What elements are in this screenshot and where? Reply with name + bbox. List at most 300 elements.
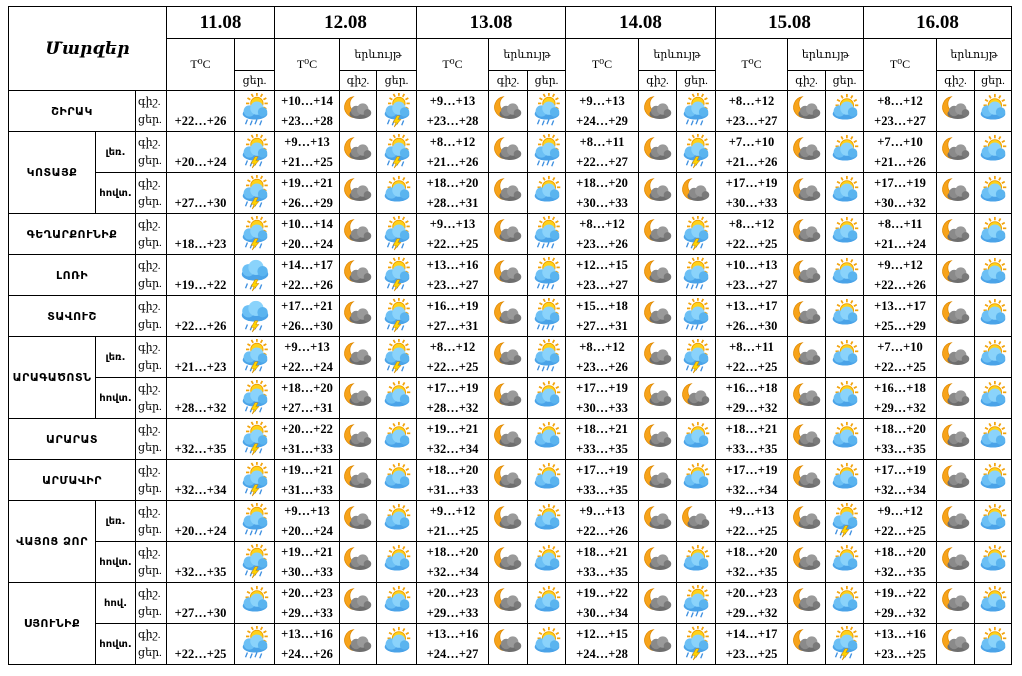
moon-cloud-icon (938, 462, 974, 498)
night-temperature: +17…+19 (426, 381, 479, 395)
night-temperature: +8…+11 (877, 217, 923, 231)
night-temperature: +8…+12 (429, 135, 476, 149)
day-temperature: +26…+29 (281, 196, 333, 210)
moon-cloud-icon (640, 585, 676, 621)
moon-cloud-icon (678, 503, 714, 539)
day-temperature: +23…+27 (576, 278, 628, 292)
night-temperature: +19…+21 (426, 422, 479, 436)
night-temperature: +9…+13 (284, 340, 330, 354)
sun-cloud-rain-lightning-icon (237, 339, 273, 375)
day-temperature: +22…+25 (874, 524, 926, 538)
sun-cloud-icon (827, 421, 863, 457)
night-label: գիշ. (138, 383, 161, 395)
night-temperature: +17…+19 (725, 176, 778, 190)
sun-cloud-rain-lightning-icon (379, 339, 415, 375)
region-name: ՎԱՅՈՑ ՁՈՐ (9, 501, 96, 583)
night-temperature: +17…+19 (576, 463, 628, 477)
moon-cloud-icon (938, 339, 974, 375)
night-temperature: +18…+21 (576, 545, 628, 559)
table-row (9, 173, 1012, 214)
region-name: ԱՐՄԱՎԻՐ (9, 460, 136, 501)
day-temperature: +21…+25 (281, 155, 333, 169)
temp-header: T⁰C (167, 39, 235, 91)
date-header: 11.08 (167, 7, 275, 39)
moon-cloud-icon (640, 175, 676, 211)
sun-cloud-rain-icon (529, 298, 565, 334)
night-label: գիշ. (138, 219, 161, 231)
cloud-rain-lightning-icon (237, 257, 273, 293)
day-label: ցեր. (138, 401, 162, 413)
day-temperature: +33…+35 (576, 483, 628, 497)
moon-cloud-icon (340, 544, 376, 580)
moon-cloud-icon (640, 503, 676, 539)
moon-cloud-icon (789, 585, 825, 621)
night-temperature: +19…+22 (874, 586, 926, 600)
forecast-table (8, 6, 1012, 665)
day-temperature: +30…+32 (874, 196, 926, 210)
table-row (9, 296, 1012, 337)
sun-cloud-rain-lightning-icon (827, 626, 863, 662)
sun-cloud-icon (529, 626, 565, 662)
sun-cloud-icon (379, 626, 415, 662)
table-row (9, 91, 1012, 132)
moon-cloud-icon (789, 134, 825, 170)
night-temperature: +9…+12 (877, 258, 923, 272)
night-temperature: +7…+10 (877, 340, 923, 354)
night-label: գիշ. (138, 547, 161, 559)
day-label: ցեր. (138, 647, 162, 659)
moon-cloud-icon (938, 585, 974, 621)
sun-cloud-rain-lightning-icon (237, 216, 273, 252)
moon-cloud-icon (789, 462, 825, 498)
sun-cloud-icon (827, 339, 863, 375)
region-name: ԼՈՌԻ (9, 255, 136, 296)
phenomenon-header: երևույթ (937, 39, 1012, 71)
sun-cloud-rain-lightning-icon (379, 93, 415, 129)
moon-cloud-icon (789, 175, 825, 211)
day-temperature: +22…+26 (281, 278, 333, 292)
moon-cloud-icon (340, 134, 376, 170)
night-label: գիշ. (138, 301, 161, 313)
night-temperature: +9…+13 (579, 504, 625, 518)
sun-cloud-rain-icon (529, 257, 565, 293)
moon-cloud-icon (640, 380, 676, 416)
sun-cloud-rain-lightning-icon (237, 421, 273, 457)
moon-cloud-icon (490, 298, 526, 334)
night-temperature: +18…+20 (426, 176, 479, 190)
moon-cloud-icon (340, 585, 376, 621)
night-temperature: +16…+18 (725, 381, 778, 395)
subregion-label: հովտ. (96, 378, 136, 419)
day-temperature: +22…+25 (426, 237, 479, 251)
day-temperature: +32…+35 (167, 542, 235, 583)
day-temperature: +33…+35 (576, 565, 628, 579)
night-label: գիշ. (138, 178, 161, 190)
night-temperature: +18…+20 (426, 545, 479, 559)
subregion-label: հովտ. (96, 173, 136, 214)
day-temperature: +23…+25 (725, 647, 778, 661)
day-temperature: +21…+26 (725, 155, 778, 169)
day-temperature: +31…+33 (281, 442, 333, 456)
day-temperature: +29…+32 (874, 401, 926, 415)
moon-cloud-icon (340, 339, 376, 375)
sun-cloud-icon (379, 380, 415, 416)
sun-cloud-icon (827, 380, 863, 416)
sun-cloud-icon (379, 421, 415, 457)
moon-cloud-icon (340, 626, 376, 662)
moon-cloud-icon (938, 626, 974, 662)
sun-cloud-icon (379, 544, 415, 580)
day-temperature: +22…+26 (874, 278, 926, 292)
day-temperature: +22…+27 (576, 155, 628, 169)
sun-cloud-icon (975, 339, 1011, 375)
sun-cloud-icon (975, 462, 1011, 498)
day-temperature: +30…+33 (576, 196, 628, 210)
night-label: գիշ. (138, 629, 161, 641)
sun-cloud-rain-lightning-icon (237, 134, 273, 170)
sun-cloud-icon (827, 216, 863, 252)
night-temperature: +14…+17 (725, 627, 778, 641)
sun-cloud-icon (678, 544, 714, 580)
day-temperature: +23…+25 (874, 647, 926, 661)
sun-cloud-icon (975, 626, 1011, 662)
night-header: գիշ. (639, 71, 677, 91)
moon-cloud-icon (640, 462, 676, 498)
sun-cloud-rain-lightning-icon (678, 216, 714, 252)
moon-cloud-icon (938, 134, 974, 170)
region-name: ՇԻՐԱԿ (9, 91, 136, 132)
table-row (9, 624, 1012, 665)
day-temperature: +22…+26 (576, 524, 628, 538)
subregion-label: հովտ. (96, 542, 136, 583)
moon-cloud-icon (678, 380, 714, 416)
moon-cloud-icon (340, 421, 376, 457)
day-label: ցեր. (138, 524, 162, 536)
date-header: 12.08 (275, 7, 417, 39)
region-name: ԱՐԱԳԱԾՈՏՆ (9, 337, 96, 419)
sun-cloud-icon (827, 462, 863, 498)
day-label: ցեր. (138, 565, 162, 577)
sun-cloud-icon (975, 134, 1011, 170)
sun-cloud-icon (975, 380, 1011, 416)
date-header: 15.08 (716, 7, 864, 39)
sun-cloud-icon (379, 175, 415, 211)
night-temperature: +16…+18 (874, 381, 926, 395)
day-temperature: +23…+27 (725, 114, 778, 128)
day-label: ցեր. (138, 237, 162, 249)
sun-cloud-rain-lightning-icon (237, 175, 273, 211)
sun-cloud-icon (379, 503, 415, 539)
moon-cloud-icon (340, 462, 376, 498)
night-temperature: +20…+23 (426, 586, 479, 600)
sun-cloud-icon (529, 462, 565, 498)
table-row (9, 501, 1012, 542)
moon-cloud-icon (340, 93, 376, 129)
night-temperature: +8…+12 (579, 217, 625, 231)
sun-cloud-rain-icon (529, 216, 565, 252)
day-temperature: +22…+25 (725, 524, 778, 538)
moon-cloud-icon (340, 257, 376, 293)
day-label: ցեր. (138, 483, 162, 495)
sun-cloud-icon (975, 503, 1011, 539)
night-temperature: +17…+19 (874, 176, 926, 190)
sun-cloud-icon (529, 380, 565, 416)
day-temperature: +26…+30 (281, 319, 333, 333)
night-label: գիշ. (138, 588, 161, 600)
day-temperature: +33…+35 (874, 442, 926, 456)
day-temperature: +24…+27 (426, 647, 479, 661)
sun-cloud-rain-icon (678, 585, 714, 621)
moon-cloud-icon (340, 380, 376, 416)
sun-cloud-rain-lightning-icon (237, 380, 273, 416)
day-header: ցեր. (235, 71, 275, 91)
subregion-label: լեռ. (96, 132, 136, 173)
day-temperature: +28…+32 (167, 378, 235, 419)
subregion-label: լեռ. (96, 337, 136, 378)
moon-cloud-icon (490, 339, 526, 375)
moon-cloud-icon (640, 298, 676, 334)
night-temperature: +18…+20 (281, 381, 333, 395)
moon-cloud-icon (640, 421, 676, 457)
moon-cloud-icon (789, 544, 825, 580)
night-temperature: +14…+17 (281, 258, 333, 272)
day-temperature: +24…+26 (281, 647, 333, 661)
day-label: ցեր. (138, 155, 162, 167)
moon-cloud-icon (640, 544, 676, 580)
sun-cloud-rain-lightning-icon (379, 257, 415, 293)
night-temperature: +9…+13 (429, 94, 476, 108)
moon-cloud-icon (490, 462, 526, 498)
sun-cloud-icon (975, 544, 1011, 580)
day-temperature: +22…+25 (874, 360, 926, 374)
day-label: ցեր. (138, 606, 162, 618)
region-name: ԱՐԱՐԱՏ (9, 419, 136, 460)
day-temperature: +27…+31 (426, 319, 479, 333)
night-temperature: +8…+12 (728, 94, 775, 108)
phenomenon-header: երևույթ (788, 39, 864, 71)
night-temperature: +9…+12 (877, 504, 923, 518)
day-header: ցեր. (528, 71, 566, 91)
sun-cloud-rain-lightning-icon (827, 503, 863, 539)
day-temperature: +22…+26 (167, 91, 235, 132)
moon-cloud-icon (789, 626, 825, 662)
day-temperature: +30…+34 (576, 606, 628, 620)
day-temperature: +23…+28 (281, 114, 333, 128)
night-temperature: +9…+13 (284, 504, 330, 518)
night-temperature: +9…+13 (429, 217, 476, 231)
sun-cloud-icon (379, 462, 415, 498)
day-temperature: +21…+26 (426, 155, 479, 169)
moon-cloud-icon (640, 134, 676, 170)
day-temperature: +29…+32 (874, 606, 926, 620)
sun-cloud-icon (529, 421, 565, 457)
night-header: գիշ. (937, 71, 975, 91)
moon-cloud-icon (490, 216, 526, 252)
night-temperature: +8…+12 (579, 340, 625, 354)
night-temperature: +18…+20 (725, 545, 778, 559)
moon-cloud-icon (490, 503, 526, 539)
sun-cloud-icon (827, 93, 863, 129)
sun-cloud-rain-icon (237, 93, 273, 129)
day-temperature: +21…+26 (874, 155, 926, 169)
night-temperature: +20…+23 (725, 586, 778, 600)
moon-cloud-icon (789, 339, 825, 375)
night-label: գիշ. (138, 424, 161, 436)
sun-cloud-icon (529, 175, 565, 211)
sun-cloud-rain-lightning-icon (678, 339, 714, 375)
night-temperature: +9…+13 (728, 504, 775, 518)
moon-cloud-icon (938, 257, 974, 293)
day-temperature: +23…+28 (426, 114, 479, 128)
day-temperature: +29…+32 (725, 606, 778, 620)
region-name: ԳԵՂԱՐՔՈՒՆԻՔ (9, 214, 136, 255)
sun-cloud-icon (827, 134, 863, 170)
table-row (9, 337, 1012, 378)
night-temperature: +13…+17 (725, 299, 778, 313)
night-temperature: +16…+19 (426, 299, 479, 313)
day-temperature: +32…+34 (426, 565, 479, 579)
day-temperature: +27…+30 (167, 583, 235, 624)
day-temperature: +21…+25 (426, 524, 479, 538)
night-temperature: +18…+20 (576, 176, 628, 190)
moon-cloud-icon (340, 298, 376, 334)
moon-cloud-icon (789, 216, 825, 252)
sun-cloud-icon (678, 462, 714, 498)
sun-cloud-icon (827, 544, 863, 580)
night-header: գիշ. (489, 71, 528, 91)
sun-cloud-icon (975, 421, 1011, 457)
day-label: ցեր. (138, 114, 162, 126)
table-row (9, 132, 1012, 173)
night-temperature: +17…+21 (281, 299, 333, 313)
table-row (9, 542, 1012, 583)
subregion-label: հով. (96, 583, 136, 624)
night-temperature: +18…+20 (874, 545, 926, 559)
moon-cloud-icon (789, 93, 825, 129)
moon-cloud-icon (490, 544, 526, 580)
night-label: գիշ. (138, 260, 161, 272)
moon-cloud-icon (789, 380, 825, 416)
moon-cloud-icon (340, 503, 376, 539)
moon-cloud-icon (490, 626, 526, 662)
sun-cloud-icon (975, 257, 1011, 293)
day-temperature: +20…+24 (281, 237, 333, 251)
moon-cloud-icon (340, 175, 376, 211)
subregion-label: հովտ. (96, 624, 136, 665)
night-temperature: +9…+12 (429, 504, 476, 518)
night-temperature: +12…+15 (576, 258, 628, 272)
day-temperature: +23…+26 (576, 237, 628, 251)
night-temperature: +8…+12 (877, 94, 923, 108)
night-temperature: +19…+21 (281, 463, 333, 477)
day-temperature: +28…+31 (426, 196, 479, 210)
moon-cloud-icon (640, 257, 676, 293)
night-temperature: +17…+19 (725, 463, 778, 477)
day-temperature: +33…+35 (576, 442, 628, 456)
day-temperature: +23…+26 (576, 360, 628, 374)
moon-cloud-icon (490, 93, 526, 129)
day-temperature: +22…+25 (725, 360, 778, 374)
day-temperature: +25…+29 (874, 319, 926, 333)
sun-cloud-icon (827, 298, 863, 334)
day-temperature: +22…+24 (281, 360, 333, 374)
sun-cloud-rain-icon (678, 298, 714, 334)
moon-cloud-icon (938, 503, 974, 539)
night-temperature: +9…+13 (579, 94, 625, 108)
day-header: ցեր. (975, 71, 1012, 91)
sun-cloud-icon (975, 585, 1011, 621)
temp-header: T⁰C (417, 39, 489, 91)
day-temperature: +27…+30 (167, 173, 235, 214)
day-temperature: +32…+34 (426, 442, 479, 456)
night-temperature: +9…+13 (284, 135, 330, 149)
table-row (9, 583, 1012, 624)
moon-cloud-icon (490, 134, 526, 170)
day-temperature: +21…+24 (874, 237, 926, 251)
temp-header: T⁰C (566, 39, 639, 91)
day-temperature: +18…+23 (167, 214, 235, 255)
day-temperature: +32…+34 (874, 483, 926, 497)
night-header: գիշ. (788, 71, 826, 91)
moon-cloud-icon (938, 175, 974, 211)
night-temperature: +10…+13 (725, 258, 778, 272)
day-temperature: +26…+30 (725, 319, 778, 333)
night-temperature: +13…+16 (874, 627, 926, 641)
night-temperature: +12…+15 (576, 627, 628, 641)
night-label: գիշ. (138, 137, 161, 149)
sun-cloud-rain-lightning-icon (379, 216, 415, 252)
table-row (9, 255, 1012, 296)
sun-cloud-icon (379, 585, 415, 621)
day-temperature: +23…+27 (725, 278, 778, 292)
moon-cloud-icon (640, 93, 676, 129)
night-temperature: +19…+22 (576, 586, 628, 600)
day-header: ցեր. (677, 71, 716, 91)
night-temperature: +8…+12 (728, 217, 775, 231)
sun-cloud-icon (975, 216, 1011, 252)
sun-cloud-icon (529, 503, 565, 539)
night-temperature: +18…+21 (725, 422, 778, 436)
moon-cloud-icon (938, 298, 974, 334)
day-temperature: +23…+27 (874, 114, 926, 128)
temp-header: T⁰C (275, 39, 340, 91)
sun-cloud-icon (678, 421, 714, 457)
day-temperature: +32…+35 (725, 565, 778, 579)
night-temperature: +18…+20 (426, 463, 479, 477)
day-temperature: +22…+25 (167, 624, 235, 665)
night-temperature: +8…+12 (429, 340, 476, 354)
day-temperature: +22…+26 (167, 296, 235, 337)
night-temperature: +17…+19 (576, 381, 628, 395)
sun-cloud-rain-icon (529, 134, 565, 170)
day-temperature: +28…+32 (426, 401, 479, 415)
sun-cloud-icon (529, 585, 565, 621)
sun-cloud-rain-icon (237, 503, 273, 539)
date-header: 14.08 (566, 7, 716, 39)
subregion-label: լեռ. (96, 501, 136, 542)
night-temperature: +7…+10 (877, 135, 923, 149)
day-temperature: +31…+33 (426, 483, 479, 497)
day-temperature: +22…+25 (725, 237, 778, 251)
date-header: 16.08 (864, 7, 1012, 39)
sun-cloud-icon (237, 585, 273, 621)
day-label: ցեր. (138, 319, 162, 331)
night-temperature: +19…+21 (281, 176, 333, 190)
night-temperature: +18…+21 (576, 422, 628, 436)
night-temperature: +10…+14 (281, 94, 333, 108)
night-temperature: +19…+21 (281, 545, 333, 559)
region-name: ՍՅՈՒՆԻՔ (9, 583, 96, 665)
